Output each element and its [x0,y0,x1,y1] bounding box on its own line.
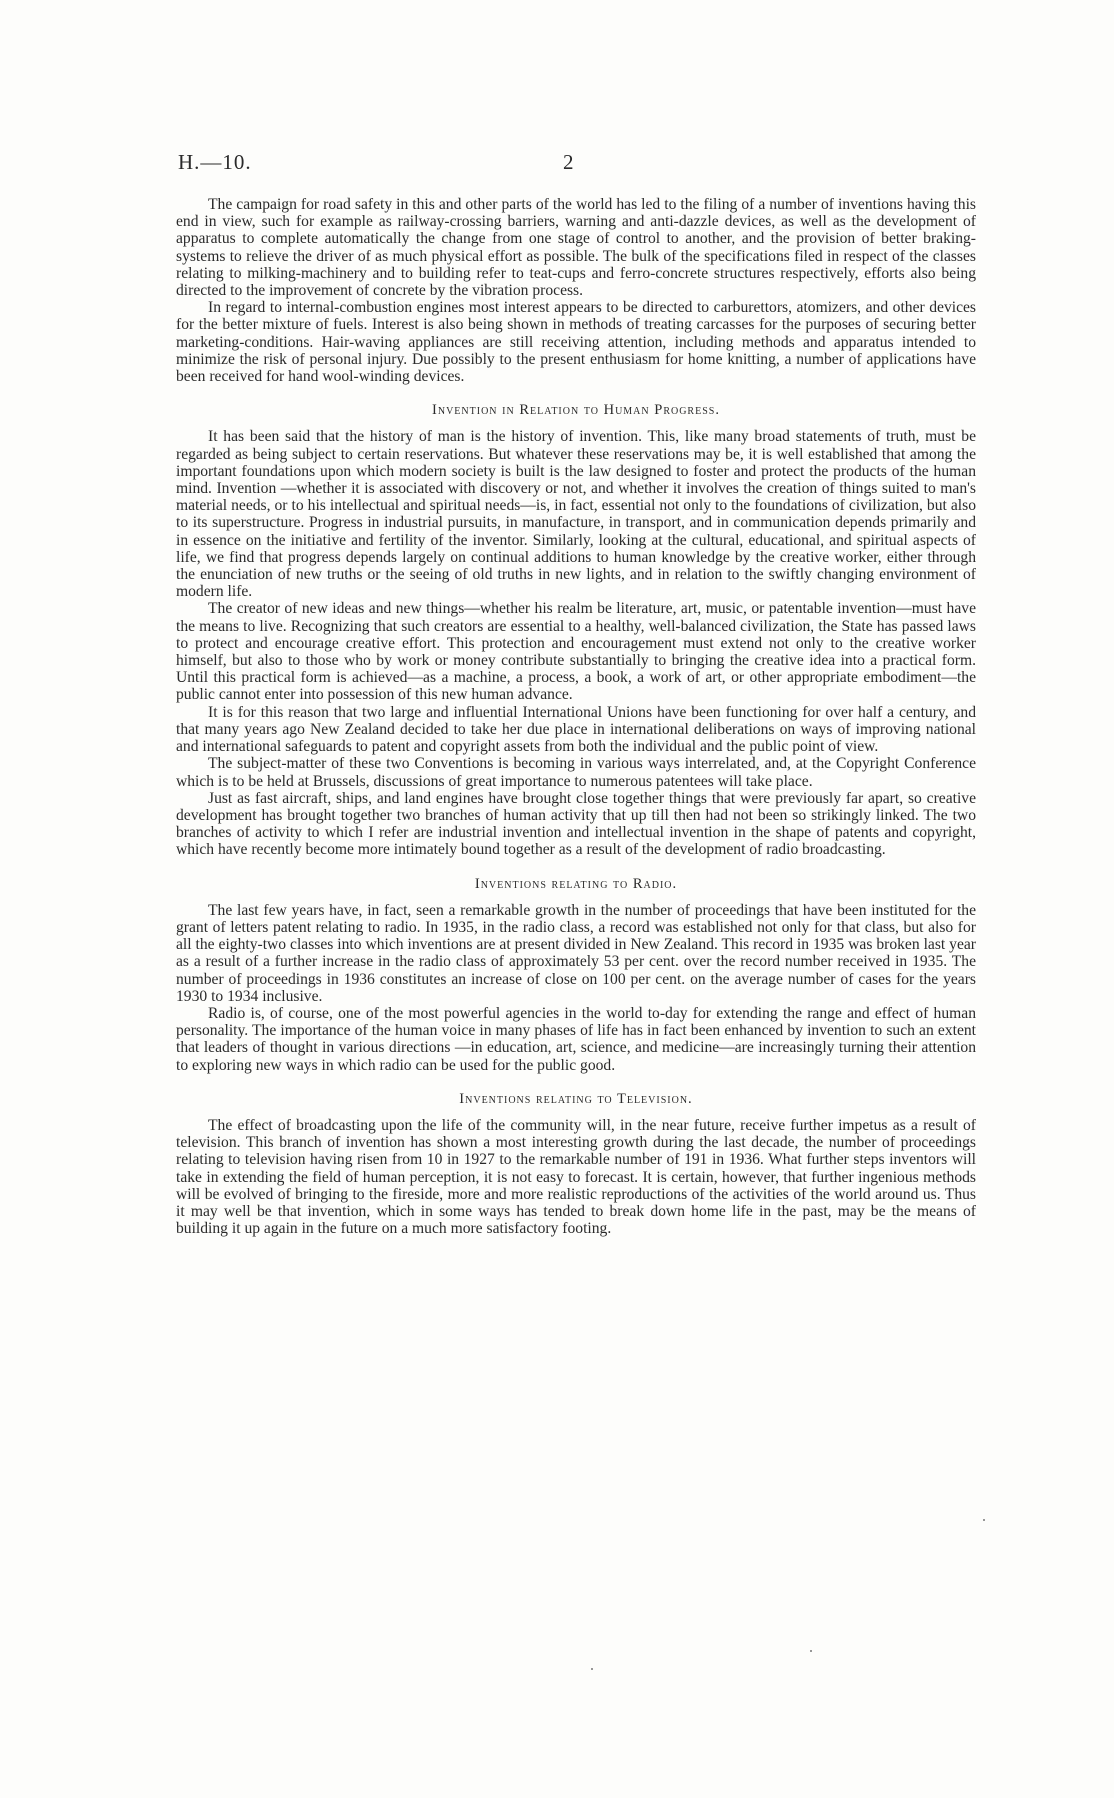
paragraph: The last few years have, in fact, seen a remarkable growth in the number of proceedings that have been instituted for the grant of letters patent relating to radio. In 1935, in the radio class, a record was established not only for that class, but also for all the eighty-two classes into which inventions are at present divided in New Zealand. This record in 1935 was broken last year as a result of a further increase in the radio class of approximately 53 per cent. over the record number received in 1935. The number of proceedings in 1936 constitutes an increase of close on 100 per cent. on the average number of cases for the years 1930 to 1934 inclusive. [176,901,976,1005]
paragraph: Radio is, of course, one of the most powerful agencies in the world to-day for extending the range and effect of human personality. The importance of the human voice in many phases of life has in fact been enhanced by invention to such an extent that leaders of thought in various directions —in education, art, science, and medicine—are increasingly turning their attention to exploring new ways in which radio can be used for the public good. [176,1004,976,1074]
paragraph: The subject-matter of these two Conventions is becoming in various ways interrelated, and, at the Copyright Conference which is to be held at Brussels, discussions of great importance to numerous patentees will take place. [176,755,976,790]
scan-speck [591,1668,593,1670]
paragraph: Just as fast aircraft, ships, and land engines have brought close together things that were previously far apart, so creative development has brought together two branches of human activity that up till then had not been so strikingly linked. The two branches of activity to which I refer are industrial invention and intellectual invention in the shape of patents and copyright, which have recently become more intimately bound together as a result of the development of radio broadcasting. [176,789,976,859]
section-heading: Inventions relating to Television. [459,1090,693,1107]
paragraph: The campaign for road safety in this and other parts of the world has led to the filing of a number of inventions having this end in view, such for example as railway-crossing barriers, warning and anti-dazzle devices, as well as the development of apparatus to complete automatically the change from one stage of control to another, and the provision of better braking-systems to relieve the driver of as much physical effort as possible. The bulk of the specifications filed in respect of the classes relating to milking-machinery and to building refer to teat-cups and ferro-concrete structures respectively, efforts also being directed to the improvement of concrete by the vibration process. [176,196,976,300]
scan-speck [983,1519,985,1521]
paragraph: The creator of new ideas and new things—whether his realm be literature, art, music, or patentable invention—must have the means to live. Recognizing that such creators are essential to a healthy, well-balanced civilization, the State has passed laws to protect and encourage creative effort. This protection and encouragement must extend not only to the creative worker himself, but also to those who by work or money contribute substantially to bringing the creative idea into a practical form. Until this practical form is achieved—as a machine, a process, a book, a work of art, or other appropriate embodiment—the public cannot enter into possession of this new human advance. [176,600,976,704]
paragraph: In regard to internal-combustion engines most interest appears to be directed to carburettors, atomizers, and other devices for the better mixture of fuels. Interest is also being shown in methods of treating carcasses for the purposes of securing better marketing-conditions. Hair-waving appliances are still receiving attention, including methods and apparatus intended to minimize the risk of personal injury. Due possibly to the present enthusiasm for home knitting, a number of applications have been received for hand wool-winding devices. [176,299,976,386]
section-heading: Inventions relating to Radio. [474,875,678,892]
page-number: 2 [563,150,574,174]
paragraph: It is for this reason that two large and influential International Unions have been functioning for over half a century, and that many years ago New Zealand decided to take her due place in international deliberations on ways of improving national and international safeguards to patent and copyright assets from both the individual and the public point of view. [176,703,976,756]
document-reference: H.—10. [178,150,252,174]
section-heading: Invention in Relation to Human Progress. [432,402,720,419]
body-text [176,196,976,1237]
paragraph: The effect of broadcasting upon the life of the community will, in the near future, receive further impetus as a result of television. This branch of invention has shown a most interesting growth during the last decade, the number of proceedings relating to television having risen from 10 in 1927 to the remarkable number of 191 in 1936. What further steps inventors will take in extending the field of human perception, it is not easy to forecast. It is certain, however, that further ingenious methods will be evolved of bringing to the fireside, more and more realistic reproductions of the activities of the world around us. Thus it may well be that invention, which in some ways has tended to break down home life in the past, may be the means of building it up again in the future on a much more satisfactory footing. [176,1116,976,1238]
paragraph: It has been said that the history of man is the history of invention. This, like many broad statements of truth, must be regarded as being subject to certain reservations. But whatever these reservations may be, it is well established that among the important foundations upon which modern society is built is the law designed to foster and protect the products of the human mind. Invention —whether it is associated with discovery or not, and whether it involves the creation of things suited to man's material needs, or to his intellectual and spiritual needs—is, in fact, essential not only to the foundations of civilization, but also to its superstructure. Progress in industrial pursuits, in manufacture, in transport, and in communication depends primarily and in essence on the initiative and fertility of the inventor. Similarly, looking at the cultural, educational, and spiritual aspects of life, we find that progress depends largely on continual additions to human knowledge by the creative worker, either through the enunciation of new truths or the seeing of old truths in new lights, and in relation to the swiftly changing environment of modern life. [176,428,976,601]
page-header [178,150,978,180]
scan-speck [810,1650,812,1652]
